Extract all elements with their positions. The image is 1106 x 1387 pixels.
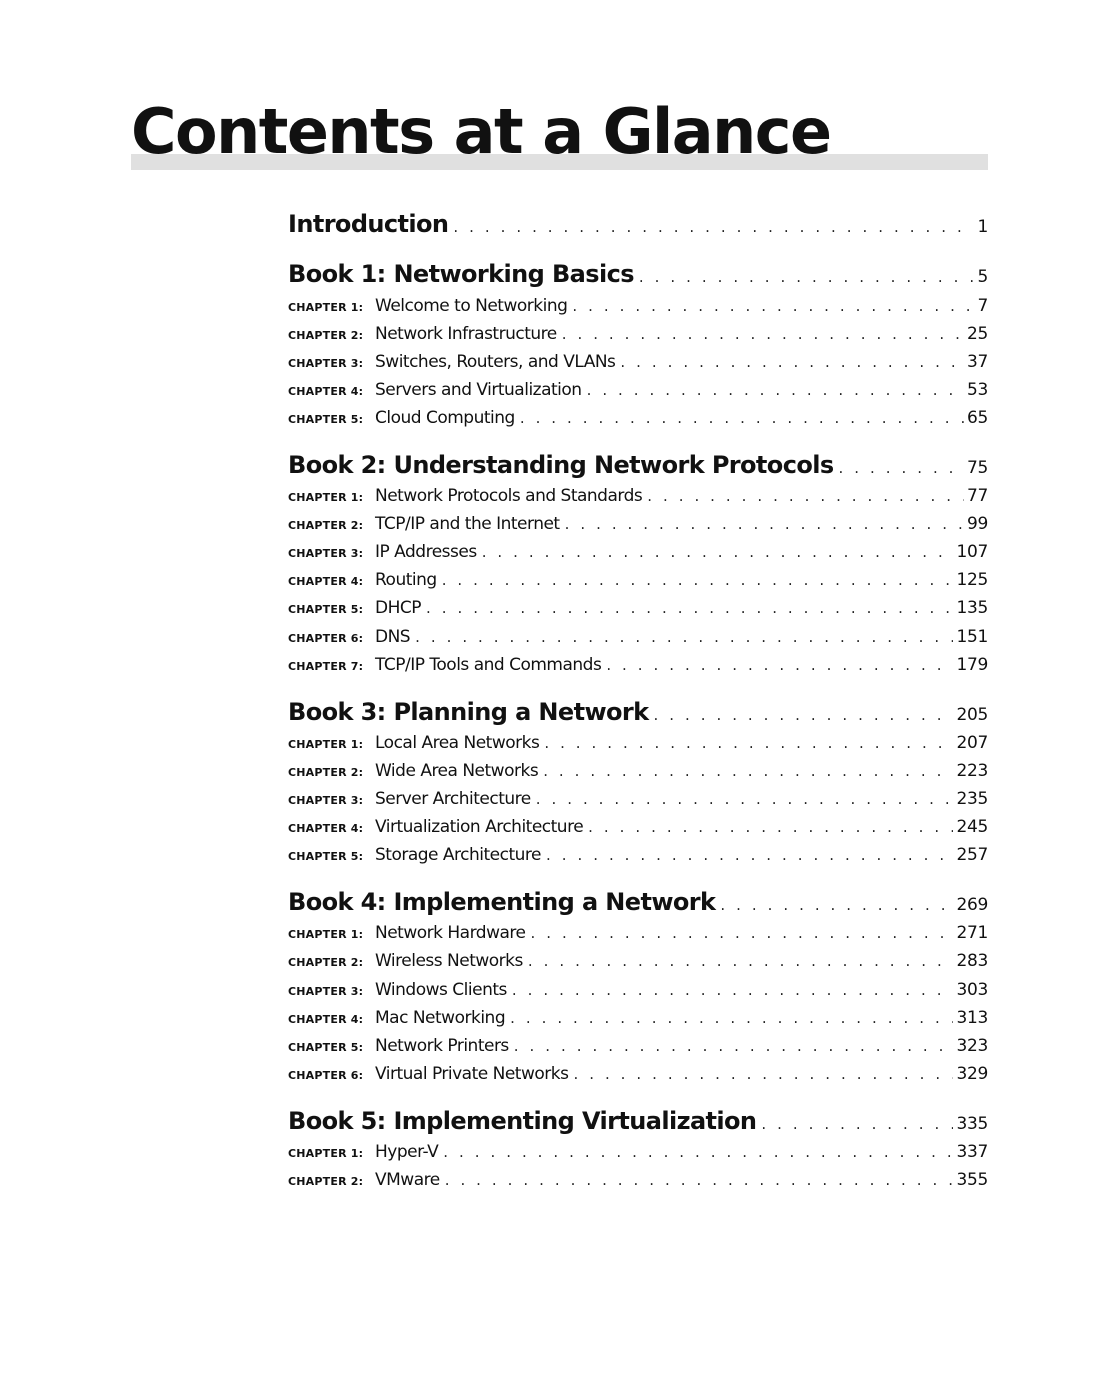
toc-chapter-entry[interactable]	[288, 380, 988, 404]
page-number: 283	[956, 951, 988, 971]
toc-chapter-entry[interactable]	[288, 1064, 988, 1088]
toc-chapter-entry[interactable]	[288, 951, 988, 975]
chapter-number-label: CHAPTER 5:	[288, 1041, 364, 1054]
chapter-title: Switches, Routers, and VLANs	[375, 352, 616, 372]
page-number: 257	[956, 845, 988, 865]
dot-leader	[510, 1009, 953, 1027]
dot-leader	[415, 628, 953, 646]
part-title: Book 2: Understanding Network Protocols	[288, 451, 834, 479]
chapter-number-label: CHAPTER 6:	[288, 632, 364, 645]
chapter-title: Server Architecture	[375, 789, 531, 809]
chapter-number-label: CHAPTER 1:	[288, 301, 364, 314]
chapter-title: Routing	[375, 570, 437, 590]
dot-leader	[443, 1143, 953, 1161]
dot-leader	[565, 515, 964, 533]
part-title: Book 1: Networking Basics	[288, 260, 634, 288]
chapter-title: Cloud Computing	[375, 408, 515, 428]
dot-leader	[562, 325, 964, 343]
dot-leader	[520, 409, 964, 427]
dot-leader	[544, 734, 953, 752]
dot-leader	[482, 543, 954, 561]
dot-leader	[606, 656, 953, 674]
toc-part-entry[interactable]	[288, 451, 988, 485]
dot-leader	[654, 706, 954, 724]
chapter-number-label: CHAPTER 7:	[288, 660, 364, 673]
chapter-number-label: CHAPTER 2:	[288, 329, 364, 342]
page-number: 125	[956, 570, 988, 590]
page-number: 205	[956, 705, 988, 725]
toc-chapter-entry[interactable]	[288, 296, 988, 320]
page-number: 37	[966, 352, 988, 372]
chapter-title: IP Addresses	[375, 542, 477, 562]
toc-chapter-entry[interactable]	[288, 817, 988, 841]
page-number: 7	[977, 296, 988, 316]
page-number: 25	[966, 324, 988, 344]
dot-leader	[647, 487, 964, 505]
toc-part-entry[interactable]	[288, 1107, 988, 1141]
chapter-title: Mac Networking	[375, 1008, 506, 1028]
toc-chapter-entry[interactable]	[288, 733, 988, 757]
dot-leader	[528, 952, 954, 970]
dot-leader	[761, 1115, 953, 1133]
page-number: 269	[956, 895, 988, 915]
page-title: Contents at a Glance	[131, 95, 831, 168]
toc-chapter-entry[interactable]	[288, 598, 988, 622]
toc-chapter-entry[interactable]	[288, 923, 988, 947]
chapter-title: Wireless Networks	[375, 951, 523, 971]
chapter-title: Network Hardware	[375, 923, 526, 943]
dot-leader	[572, 297, 974, 315]
page-number: 223	[956, 761, 988, 781]
toc-chapter-entry[interactable]	[288, 789, 988, 813]
toc-chapter-entry[interactable]	[288, 627, 988, 651]
chapter-number-label: CHAPTER 3:	[288, 357, 364, 370]
chapter-title: Local Area Networks	[375, 733, 540, 753]
page-number: 329	[956, 1064, 988, 1084]
page-number: 303	[956, 980, 988, 1000]
page-number: 337	[956, 1142, 988, 1162]
dot-leader	[536, 790, 954, 808]
toc-part-entry[interactable]	[288, 888, 988, 922]
dot-leader	[512, 981, 954, 999]
chapter-title: Virtual Private Networks	[375, 1064, 569, 1084]
toc-part-entry[interactable]	[288, 260, 988, 294]
chapter-number-label: CHAPTER 2:	[288, 766, 364, 779]
chapter-title: TCP/IP and the Internet	[375, 514, 560, 534]
part-title: Introduction	[288, 210, 449, 238]
toc-chapter-entry[interactable]	[288, 408, 988, 432]
toc-chapter-entry[interactable]	[288, 655, 988, 679]
dot-leader	[839, 459, 964, 477]
page-number: 323	[956, 1036, 988, 1056]
chapter-title: Network Printers	[375, 1036, 509, 1056]
dot-leader	[587, 381, 964, 399]
dot-leader	[530, 924, 953, 942]
dot-leader	[514, 1037, 954, 1055]
page-number: 77	[966, 486, 988, 506]
page-number: 235	[956, 789, 988, 809]
toc-part-entry[interactable]	[288, 210, 988, 244]
page-number: 135	[956, 598, 988, 618]
toc-chapter-entry[interactable]	[288, 1008, 988, 1032]
page-number: 151	[956, 627, 988, 647]
toc-chapter-entry[interactable]	[288, 486, 988, 510]
page-number: 75	[966, 458, 988, 478]
chapter-title: DHCP	[375, 598, 421, 618]
page-number: 1	[977, 217, 988, 237]
toc-chapter-entry[interactable]	[288, 570, 988, 594]
chapter-number-label: CHAPTER 1:	[288, 1147, 364, 1160]
part-title: Book 3: Planning a Network	[288, 698, 649, 726]
page-number: 65	[966, 408, 988, 428]
page-number: 271	[956, 923, 988, 943]
chapter-number-label: CHAPTER 3:	[288, 985, 364, 998]
toc-part-entry[interactable]	[288, 698, 988, 732]
chapter-title: DNS	[375, 627, 411, 647]
page-number: 107	[956, 542, 988, 562]
chapter-number-label: CHAPTER 4:	[288, 575, 364, 588]
dot-leader	[442, 571, 954, 589]
part-title: Book 5: Implementing Virtualization	[288, 1107, 757, 1135]
chapter-number-label: CHAPTER 5:	[288, 413, 364, 426]
chapter-title: Virtualization Architecture	[375, 817, 584, 837]
chapter-number-label: CHAPTER 1:	[288, 738, 364, 751]
toc-chapter-entry[interactable]	[288, 324, 988, 348]
chapter-number-label: CHAPTER 2:	[288, 519, 364, 532]
dot-leader	[588, 818, 953, 836]
page-number: 335	[956, 1114, 988, 1134]
chapter-number-label: CHAPTER 2:	[288, 1175, 364, 1188]
chapter-number-label: CHAPTER 5:	[288, 603, 364, 616]
chapter-title: VMware	[375, 1170, 440, 1190]
dot-leader	[620, 353, 964, 371]
chapter-number-label: CHAPTER 1:	[288, 491, 364, 504]
toc-chapter-entry[interactable]	[288, 845, 988, 869]
dot-leader	[453, 218, 974, 236]
chapter-title: Storage Architecture	[375, 845, 541, 865]
toc-chapter-entry[interactable]	[288, 352, 988, 376]
page-number: 99	[966, 514, 988, 534]
chapter-number-label: CHAPTER 4:	[288, 385, 364, 398]
page-number: 313	[956, 1008, 988, 1028]
chapter-title: TCP/IP Tools and Commands	[375, 655, 602, 675]
chapter-title: Network Infrastructure	[375, 324, 557, 344]
page-number: 179	[956, 655, 988, 675]
dot-leader	[546, 846, 953, 864]
page-title-block	[131, 92, 988, 172]
dot-leader	[543, 762, 953, 780]
part-title: Book 4: Implementing a Network	[288, 888, 716, 916]
toc-chapter-entry[interactable]	[288, 761, 988, 785]
chapter-title: Servers and Virtualization	[375, 380, 582, 400]
page-number: 245	[956, 817, 988, 837]
page-number: 207	[956, 733, 988, 753]
chapter-title: Welcome to Networking	[375, 296, 568, 316]
toc-chapter-entry[interactable]	[288, 1142, 988, 1166]
dot-leader	[573, 1065, 953, 1083]
chapter-number-label: CHAPTER 6:	[288, 1069, 364, 1082]
toc-chapter-entry[interactable]	[288, 980, 988, 1004]
chapter-title: Network Protocols and Standards	[375, 486, 643, 506]
chapter-number-label: CHAPTER 5:	[288, 850, 364, 863]
dot-leader	[639, 268, 975, 286]
chapter-number-label: CHAPTER 2:	[288, 956, 364, 969]
chapter-number-label: CHAPTER 4:	[288, 822, 364, 835]
toc-chapter-entry[interactable]	[288, 1036, 988, 1060]
dot-leader	[426, 599, 953, 617]
dot-leader	[720, 896, 953, 914]
dot-leader	[445, 1171, 954, 1189]
chapter-number-label: CHAPTER 4:	[288, 1013, 364, 1026]
chapter-number-label: CHAPTER 3:	[288, 794, 364, 807]
page-number: 5	[977, 267, 988, 287]
chapter-number-label: CHAPTER 3:	[288, 547, 364, 560]
chapter-number-label: CHAPTER 1:	[288, 928, 364, 941]
page-number: 53	[966, 380, 988, 400]
toc-chapter-entry[interactable]	[288, 514, 988, 538]
chapter-title: Wide Area Networks	[375, 761, 539, 781]
page-number: 355	[956, 1170, 988, 1190]
chapter-title: Hyper-V	[375, 1142, 439, 1162]
chapter-title: Windows Clients	[375, 980, 507, 1000]
toc-chapter-entry[interactable]	[288, 1170, 988, 1194]
toc-chapter-entry[interactable]	[288, 542, 988, 566]
